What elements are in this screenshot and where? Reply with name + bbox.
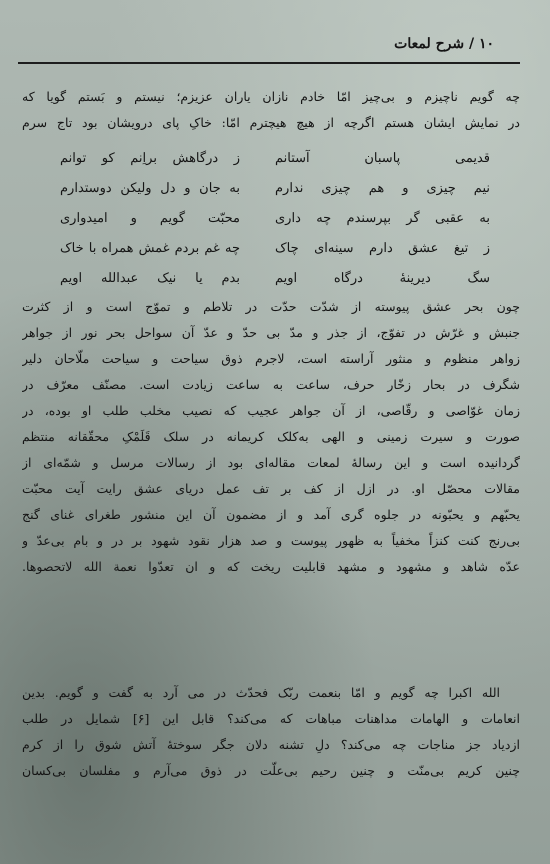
verse (28, 144, 490, 174)
text-line: ازدیاد جز مناجات چه می‌کند؟ دلِ تشنه دلان جگر سوختهٔ آتش شوق را از کرم (22, 737, 520, 752)
text-line: شگرف در بحار زخّار حرف، ساعت به ساعت زیادت است. مصنّف معرّف در (22, 377, 520, 392)
hemistich-first: ز تیغ عشق دارم سینه‌ای چاک (275, 241, 490, 256)
text-line: چه گویم ناچیزم و بی‌چیز امّا خادم نازان یاران عزیزم؛ نیستم و بَستم گویا که (22, 89, 520, 104)
text-line: چون بحر عشق پیوسته از شدّت حدّت در تلاطم و تموّج است و از کثرت (22, 299, 520, 314)
text-line: عدّه شاهد و مشهود و مشهد قابلیت ریخت که و ان تعدّوا نعمة الله لاتحصوها. (22, 559, 520, 574)
text-line: جنبش و غرّش در تفوّج، از جذر و مدّ بی حدّ و عدّ آن سواحل بحر نور از جواهر (22, 325, 520, 340)
body-paragraph (22, 294, 520, 580)
header-rule (18, 62, 520, 64)
hemistich-first: به عقبی گر بپرسندم چه داری (275, 211, 490, 226)
verse (28, 234, 490, 264)
hemistich-second: به جان و دل ولیکن دوستدارم (60, 181, 240, 196)
closing-paragraph (22, 680, 520, 784)
poem (28, 144, 490, 294)
intro-paragraph (22, 84, 520, 136)
text-line: انعامات و الهامات مداهنات مباهات که می‌کند؟ قابل این [۶] شمایل در طلب (22, 711, 520, 726)
verse (28, 204, 490, 234)
text-line: چنین کریم بی‌منّت و چنین رحیم بی‌علّت در ذوق می‌آرم و مفلسان بی‌کسان (22, 763, 520, 778)
text-line: بی‌رنج کنت کنزاً مخفیاً به ظهور پیوست و صد هزار نقود شهود بر در و بام بی‌عدّ و (22, 533, 520, 548)
verse (28, 174, 490, 204)
hemistich-first: سگ دیرینهٔ درگاه اویم (275, 271, 490, 286)
hemistich-second: محبّت گویم و امیدواری (60, 211, 240, 226)
hemistich-first: قدیمی پاسبان آستانم (275, 151, 490, 166)
text-line: مقالات محصّل او. در ازل از کف بر تف عمل دریای عشق رایت آیت محبّت (22, 481, 520, 496)
hemistich-second: چه غم بردم غمش همراه با خاک (60, 241, 240, 256)
text-line: گردانیده است و این رسالهٔ لمعات مقاله‌ای بود از رسالات مرسل و شمّه‌ای از (22, 455, 520, 470)
verse (28, 264, 490, 294)
text-line: صورت و سیرت زمینی و الهی به‌کلک کریمانه در سلک قَلَمْکِ محقّقانه منتظم (22, 429, 520, 444)
text-line: یحبّهم و یحبّونه در جلوه گری آمد و از مضمون آن این منشور طغرای غنای گنج (22, 507, 520, 522)
running-header: ۱۰ / شرح لمعات (394, 36, 494, 52)
text-line: الله اکبرا چه گویم و امّا بنعمت ربّک فحدّث در می آرد به گفت و گویم. بدین (22, 685, 500, 700)
text-line: زواهر منظوم و منثور آراسته است، لاجرم ذوق سیاحت و سیاحت ملّاحان دلیر (22, 351, 520, 366)
text-line: در نمایش ایشان هستم اگرچه از هیچ هیچترم امّا: خاکِ پای درویشان بود تاج سرم (22, 115, 520, 130)
text-line: زمان غوّاصی و رقّاصی، از آن جواهر عجیب که نصیب مخلب طلب او بوده، در (22, 403, 520, 418)
hemistich-second: بدم یا نیک عبدالله اویم (60, 271, 240, 286)
hemistich-second: ز درگاهش براِنم کو توانم (60, 151, 240, 166)
hemistich-first: نیم چیزی و هم چیزی ندارم (275, 181, 490, 196)
